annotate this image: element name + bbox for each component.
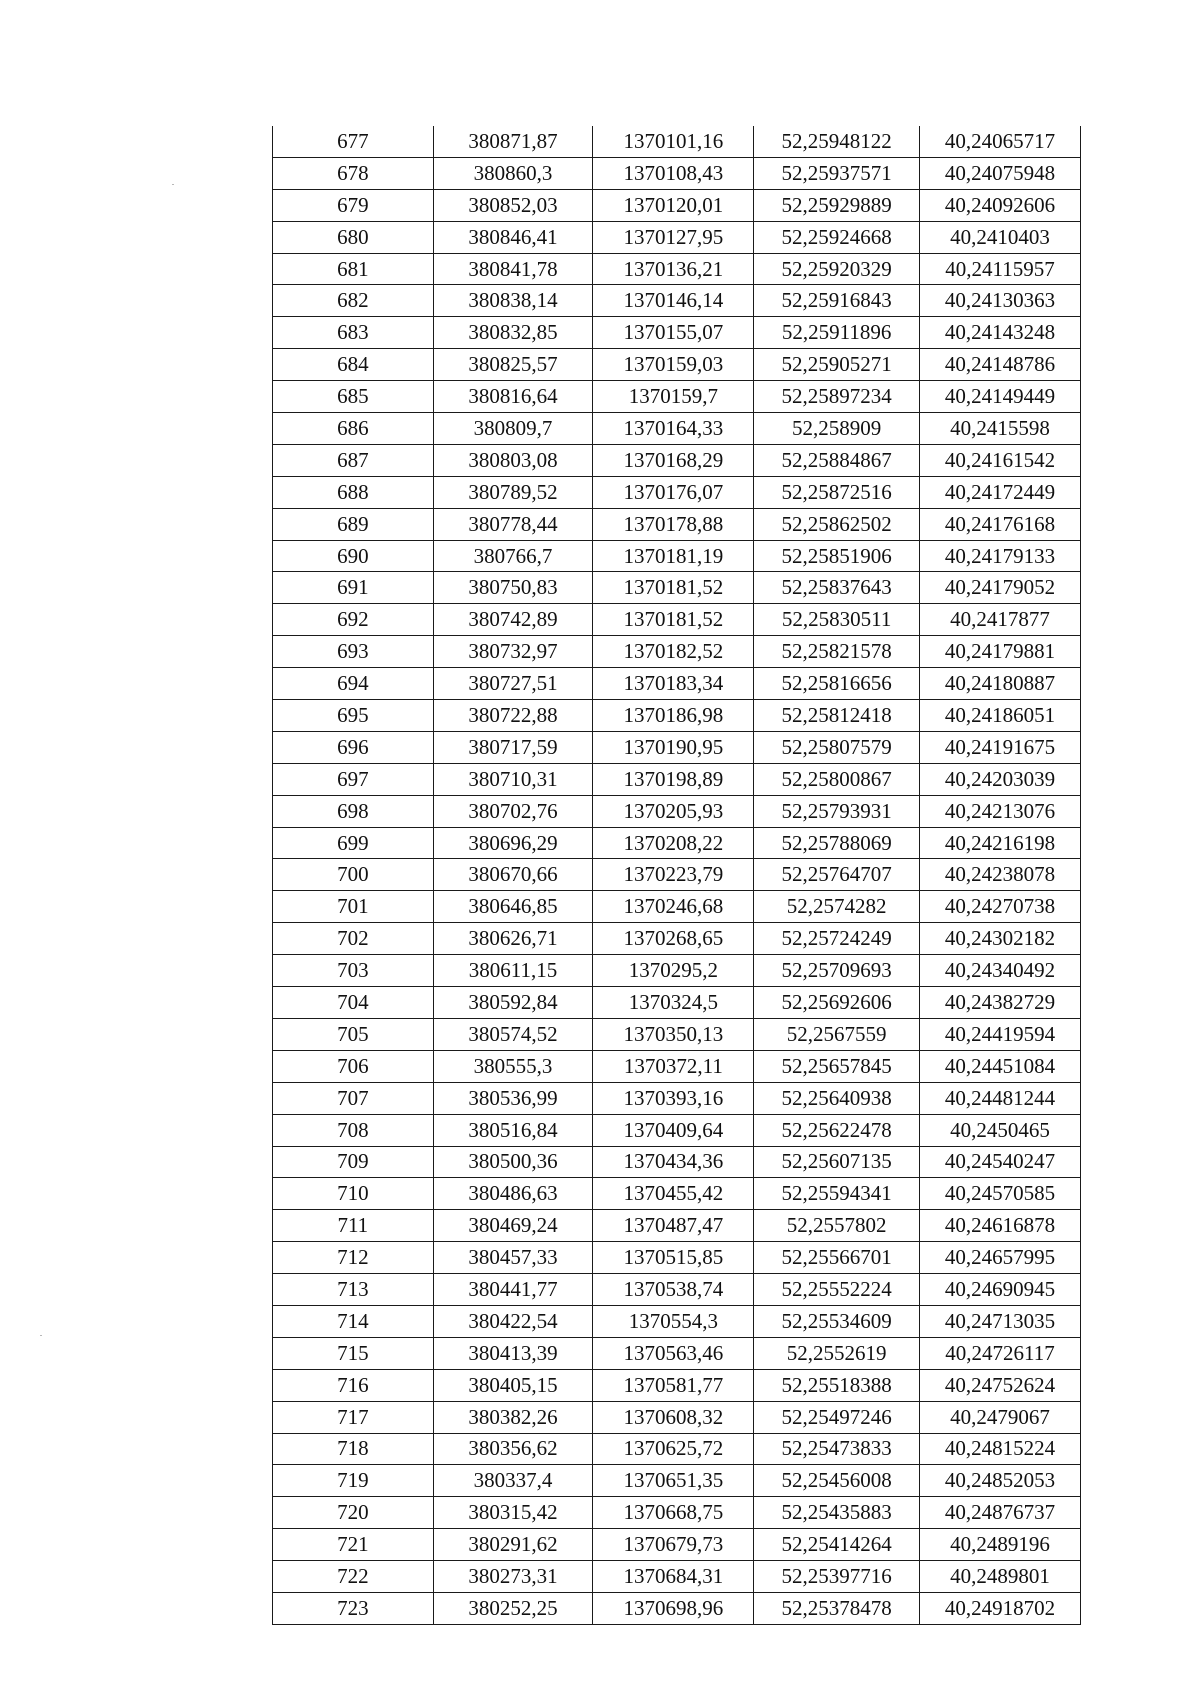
x-coordinate-cell: 380382,26 bbox=[433, 1401, 593, 1433]
y-coordinate-cell: 1370159,03 bbox=[593, 349, 754, 381]
latitude-cell: 52,25948122 bbox=[754, 126, 920, 157]
latitude-cell: 52,25622478 bbox=[754, 1114, 920, 1146]
longitude-cell: 40,24815224 bbox=[920, 1433, 1081, 1465]
longitude-cell: 40,24092606 bbox=[920, 189, 1081, 221]
longitude-cell: 40,24179133 bbox=[920, 540, 1081, 572]
point-number-cell: 722 bbox=[273, 1561, 434, 1593]
x-coordinate-cell: 380742,89 bbox=[433, 604, 593, 636]
latitude-cell: 52,25435883 bbox=[754, 1497, 920, 1529]
x-coordinate-cell: 380315,42 bbox=[433, 1497, 593, 1529]
x-coordinate-cell: 380574,52 bbox=[433, 1018, 593, 1050]
table-row bbox=[273, 1465, 1081, 1497]
y-coordinate-cell: 1370515,85 bbox=[593, 1242, 754, 1274]
table-row bbox=[273, 604, 1081, 636]
longitude-cell: 40,2489196 bbox=[920, 1529, 1081, 1561]
longitude-cell: 40,24382729 bbox=[920, 987, 1081, 1019]
x-coordinate-cell: 380252,25 bbox=[433, 1592, 593, 1624]
longitude-cell: 40,24130363 bbox=[920, 285, 1081, 317]
x-coordinate-cell: 380413,39 bbox=[433, 1337, 593, 1369]
scan-speck bbox=[40, 1335, 42, 1336]
point-number-cell: 721 bbox=[273, 1529, 434, 1561]
latitude-cell: 52,25851906 bbox=[754, 540, 920, 572]
x-coordinate-cell: 380337,4 bbox=[433, 1465, 593, 1497]
longitude-cell: 40,2410403 bbox=[920, 221, 1081, 253]
point-number-cell: 690 bbox=[273, 540, 434, 572]
point-number-cell: 697 bbox=[273, 763, 434, 795]
longitude-cell: 40,24302182 bbox=[920, 923, 1081, 955]
table-row bbox=[273, 1242, 1081, 1274]
latitude-cell: 52,258909 bbox=[754, 413, 920, 445]
longitude-cell: 40,24075948 bbox=[920, 157, 1081, 189]
y-coordinate-cell: 1370324,5 bbox=[593, 987, 754, 1019]
point-number-cell: 708 bbox=[273, 1114, 434, 1146]
point-number-cell: 711 bbox=[273, 1210, 434, 1242]
x-coordinate-cell: 380832,85 bbox=[433, 317, 593, 349]
longitude-cell: 40,24186051 bbox=[920, 700, 1081, 732]
y-coordinate-cell: 1370651,35 bbox=[593, 1465, 754, 1497]
y-coordinate-cell: 1370434,36 bbox=[593, 1146, 754, 1178]
y-coordinate-cell: 1370181,52 bbox=[593, 572, 754, 604]
latitude-cell: 52,25905271 bbox=[754, 349, 920, 381]
longitude-cell: 40,24213076 bbox=[920, 795, 1081, 827]
point-number-cell: 696 bbox=[273, 731, 434, 763]
y-coordinate-cell: 1370159,7 bbox=[593, 381, 754, 413]
point-number-cell: 688 bbox=[273, 476, 434, 508]
longitude-cell: 40,24115957 bbox=[920, 253, 1081, 285]
latitude-cell: 52,25518388 bbox=[754, 1369, 920, 1401]
latitude-cell: 52,25920329 bbox=[754, 253, 920, 285]
y-coordinate-cell: 1370684,31 bbox=[593, 1561, 754, 1593]
x-coordinate-cell: 380778,44 bbox=[433, 508, 593, 540]
table-row bbox=[273, 540, 1081, 572]
latitude-cell: 52,25793931 bbox=[754, 795, 920, 827]
point-number-cell: 723 bbox=[273, 1592, 434, 1624]
latitude-cell: 52,2552619 bbox=[754, 1337, 920, 1369]
longitude-cell: 40,24179881 bbox=[920, 636, 1081, 668]
y-coordinate-cell: 1370393,16 bbox=[593, 1082, 754, 1114]
x-coordinate-cell: 380846,41 bbox=[433, 221, 593, 253]
table-row bbox=[273, 476, 1081, 508]
y-coordinate-cell: 1370181,52 bbox=[593, 604, 754, 636]
x-coordinate-cell: 380696,29 bbox=[433, 827, 593, 859]
table-row bbox=[273, 955, 1081, 987]
x-coordinate-cell: 380816,64 bbox=[433, 381, 593, 413]
table-row bbox=[273, 221, 1081, 253]
latitude-cell: 52,25872516 bbox=[754, 476, 920, 508]
latitude-cell: 52,25640938 bbox=[754, 1082, 920, 1114]
x-coordinate-cell: 380789,52 bbox=[433, 476, 593, 508]
latitude-cell: 52,25497246 bbox=[754, 1401, 920, 1433]
y-coordinate-cell: 1370205,93 bbox=[593, 795, 754, 827]
x-coordinate-cell: 380860,3 bbox=[433, 157, 593, 189]
latitude-cell: 52,25884867 bbox=[754, 444, 920, 476]
x-coordinate-cell: 380710,31 bbox=[433, 763, 593, 795]
latitude-cell: 52,25724249 bbox=[754, 923, 920, 955]
x-coordinate-cell: 380852,03 bbox=[433, 189, 593, 221]
point-number-cell: 677 bbox=[273, 126, 434, 157]
latitude-cell: 52,25607135 bbox=[754, 1146, 920, 1178]
longitude-cell: 40,24238078 bbox=[920, 859, 1081, 891]
table-row bbox=[273, 859, 1081, 891]
x-coordinate-cell: 380500,36 bbox=[433, 1146, 593, 1178]
longitude-cell: 40,24852053 bbox=[920, 1465, 1081, 1497]
coordinates-table-body bbox=[273, 126, 1081, 1624]
x-coordinate-cell: 380841,78 bbox=[433, 253, 593, 285]
x-coordinate-cell: 380469,24 bbox=[433, 1210, 593, 1242]
x-coordinate-cell: 380646,85 bbox=[433, 891, 593, 923]
table-row bbox=[273, 1433, 1081, 1465]
point-number-cell: 686 bbox=[273, 413, 434, 445]
table-row bbox=[273, 1497, 1081, 1529]
longitude-cell: 40,24340492 bbox=[920, 955, 1081, 987]
longitude-cell: 40,24270738 bbox=[920, 891, 1081, 923]
x-coordinate-cell: 380727,51 bbox=[433, 668, 593, 700]
y-coordinate-cell: 1370625,72 bbox=[593, 1433, 754, 1465]
point-number-cell: 704 bbox=[273, 987, 434, 1019]
longitude-cell: 40,24690945 bbox=[920, 1274, 1081, 1306]
y-coordinate-cell: 1370101,16 bbox=[593, 126, 754, 157]
longitude-cell: 40,2479067 bbox=[920, 1401, 1081, 1433]
x-coordinate-cell: 380486,63 bbox=[433, 1178, 593, 1210]
latitude-cell: 52,25657845 bbox=[754, 1050, 920, 1082]
table-row bbox=[273, 1082, 1081, 1114]
scan-speck bbox=[172, 184, 174, 185]
latitude-cell: 52,25862502 bbox=[754, 508, 920, 540]
point-number-cell: 718 bbox=[273, 1433, 434, 1465]
y-coordinate-cell: 1370409,64 bbox=[593, 1114, 754, 1146]
y-coordinate-cell: 1370164,33 bbox=[593, 413, 754, 445]
y-coordinate-cell: 1370181,19 bbox=[593, 540, 754, 572]
x-coordinate-cell: 380405,15 bbox=[433, 1369, 593, 1401]
table-row bbox=[273, 444, 1081, 476]
longitude-cell: 40,24752624 bbox=[920, 1369, 1081, 1401]
point-number-cell: 689 bbox=[273, 508, 434, 540]
latitude-cell: 52,2574282 bbox=[754, 891, 920, 923]
table-row bbox=[273, 1592, 1081, 1624]
x-coordinate-cell: 380750,83 bbox=[433, 572, 593, 604]
table-row bbox=[273, 1114, 1081, 1146]
point-number-cell: 685 bbox=[273, 381, 434, 413]
point-number-cell: 714 bbox=[273, 1305, 434, 1337]
x-coordinate-cell: 380457,33 bbox=[433, 1242, 593, 1274]
point-number-cell: 678 bbox=[273, 157, 434, 189]
x-coordinate-cell: 380291,62 bbox=[433, 1529, 593, 1561]
table-row bbox=[273, 1146, 1081, 1178]
longitude-cell: 40,24065717 bbox=[920, 126, 1081, 157]
point-number-cell: 720 bbox=[273, 1497, 434, 1529]
latitude-cell: 52,25456008 bbox=[754, 1465, 920, 1497]
table-row bbox=[273, 827, 1081, 859]
latitude-cell: 52,2557802 bbox=[754, 1210, 920, 1242]
x-coordinate-cell: 380516,84 bbox=[433, 1114, 593, 1146]
x-coordinate-cell: 380702,76 bbox=[433, 795, 593, 827]
table-row bbox=[273, 668, 1081, 700]
point-number-cell: 699 bbox=[273, 827, 434, 859]
y-coordinate-cell: 1370538,74 bbox=[593, 1274, 754, 1306]
latitude-cell: 52,25924668 bbox=[754, 221, 920, 253]
longitude-cell: 40,24143248 bbox=[920, 317, 1081, 349]
point-number-cell: 705 bbox=[273, 1018, 434, 1050]
latitude-cell: 52,25397716 bbox=[754, 1561, 920, 1593]
longitude-cell: 40,24540247 bbox=[920, 1146, 1081, 1178]
x-coordinate-cell: 380422,54 bbox=[433, 1305, 593, 1337]
point-number-cell: 713 bbox=[273, 1274, 434, 1306]
y-coordinate-cell: 1370668,75 bbox=[593, 1497, 754, 1529]
table-row bbox=[273, 763, 1081, 795]
y-coordinate-cell: 1370563,46 bbox=[593, 1337, 754, 1369]
x-coordinate-cell: 380766,7 bbox=[433, 540, 593, 572]
table-row bbox=[273, 1178, 1081, 1210]
latitude-cell: 52,25816656 bbox=[754, 668, 920, 700]
latitude-cell: 52,25807579 bbox=[754, 731, 920, 763]
latitude-cell: 52,25534609 bbox=[754, 1305, 920, 1337]
point-number-cell: 698 bbox=[273, 795, 434, 827]
table-row bbox=[273, 413, 1081, 445]
latitude-cell: 52,25897234 bbox=[754, 381, 920, 413]
table-row bbox=[273, 700, 1081, 732]
latitude-cell: 52,25837643 bbox=[754, 572, 920, 604]
y-coordinate-cell: 1370168,29 bbox=[593, 444, 754, 476]
latitude-cell: 52,25937571 bbox=[754, 157, 920, 189]
latitude-cell: 52,25473833 bbox=[754, 1433, 920, 1465]
longitude-cell: 40,24419594 bbox=[920, 1018, 1081, 1050]
y-coordinate-cell: 1370127,95 bbox=[593, 221, 754, 253]
longitude-cell: 40,24148786 bbox=[920, 349, 1081, 381]
y-coordinate-cell: 1370372,11 bbox=[593, 1050, 754, 1082]
y-coordinate-cell: 1370554,3 bbox=[593, 1305, 754, 1337]
latitude-cell: 52,25378478 bbox=[754, 1592, 920, 1624]
table-row bbox=[273, 731, 1081, 763]
point-number-cell: 691 bbox=[273, 572, 434, 604]
point-number-cell: 712 bbox=[273, 1242, 434, 1274]
table-row bbox=[273, 1401, 1081, 1433]
table-row bbox=[273, 285, 1081, 317]
x-coordinate-cell: 380838,14 bbox=[433, 285, 593, 317]
x-coordinate-cell: 380536,99 bbox=[433, 1082, 593, 1114]
longitude-cell: 40,24876737 bbox=[920, 1497, 1081, 1529]
table-row bbox=[273, 1018, 1081, 1050]
table-row bbox=[273, 572, 1081, 604]
point-number-cell: 687 bbox=[273, 444, 434, 476]
point-number-cell: 717 bbox=[273, 1401, 434, 1433]
y-coordinate-cell: 1370146,14 bbox=[593, 285, 754, 317]
point-number-cell: 683 bbox=[273, 317, 434, 349]
table-row bbox=[273, 795, 1081, 827]
table-row bbox=[273, 1050, 1081, 1082]
longitude-cell: 40,24481244 bbox=[920, 1082, 1081, 1114]
x-coordinate-cell: 380809,7 bbox=[433, 413, 593, 445]
longitude-cell: 40,24180887 bbox=[920, 668, 1081, 700]
point-number-cell: 719 bbox=[273, 1465, 434, 1497]
table-row bbox=[273, 636, 1081, 668]
x-coordinate-cell: 380273,31 bbox=[433, 1561, 593, 1593]
longitude-cell: 40,24203039 bbox=[920, 763, 1081, 795]
point-number-cell: 682 bbox=[273, 285, 434, 317]
latitude-cell: 52,25788069 bbox=[754, 827, 920, 859]
y-coordinate-cell: 1370183,34 bbox=[593, 668, 754, 700]
x-coordinate-cell: 380871,87 bbox=[433, 126, 593, 157]
longitude-cell: 40,24179052 bbox=[920, 572, 1081, 604]
longitude-cell: 40,24451084 bbox=[920, 1050, 1081, 1082]
table-row bbox=[273, 1529, 1081, 1561]
y-coordinate-cell: 1370178,88 bbox=[593, 508, 754, 540]
x-coordinate-cell: 380803,08 bbox=[433, 444, 593, 476]
table-row bbox=[273, 381, 1081, 413]
longitude-cell: 40,24161542 bbox=[920, 444, 1081, 476]
latitude-cell: 52,25552224 bbox=[754, 1274, 920, 1306]
longitude-cell: 40,24176168 bbox=[920, 508, 1081, 540]
coordinates-table bbox=[272, 126, 1081, 1625]
longitude-cell: 40,24216198 bbox=[920, 827, 1081, 859]
y-coordinate-cell: 1370198,89 bbox=[593, 763, 754, 795]
longitude-cell: 40,24616878 bbox=[920, 1210, 1081, 1242]
y-coordinate-cell: 1370581,77 bbox=[593, 1369, 754, 1401]
point-number-cell: 693 bbox=[273, 636, 434, 668]
longitude-cell: 40,2489801 bbox=[920, 1561, 1081, 1593]
longitude-cell: 40,2415598 bbox=[920, 413, 1081, 445]
x-coordinate-cell: 380717,59 bbox=[433, 731, 593, 763]
x-coordinate-cell: 380611,15 bbox=[433, 955, 593, 987]
y-coordinate-cell: 1370108,43 bbox=[593, 157, 754, 189]
y-coordinate-cell: 1370186,98 bbox=[593, 700, 754, 732]
table-row bbox=[273, 508, 1081, 540]
table-row bbox=[273, 1561, 1081, 1593]
latitude-cell: 52,25764707 bbox=[754, 859, 920, 891]
y-coordinate-cell: 1370120,01 bbox=[593, 189, 754, 221]
x-coordinate-cell: 380626,71 bbox=[433, 923, 593, 955]
table-row bbox=[273, 253, 1081, 285]
latitude-cell: 52,25929889 bbox=[754, 189, 920, 221]
table-row bbox=[273, 317, 1081, 349]
x-coordinate-cell: 380825,57 bbox=[433, 349, 593, 381]
table-row bbox=[273, 987, 1081, 1019]
latitude-cell: 52,25812418 bbox=[754, 700, 920, 732]
y-coordinate-cell: 1370182,52 bbox=[593, 636, 754, 668]
table-row bbox=[273, 1305, 1081, 1337]
latitude-cell: 52,25692606 bbox=[754, 987, 920, 1019]
y-coordinate-cell: 1370190,95 bbox=[593, 731, 754, 763]
longitude-cell: 40,24570585 bbox=[920, 1178, 1081, 1210]
latitude-cell: 52,2567559 bbox=[754, 1018, 920, 1050]
table-row bbox=[273, 157, 1081, 189]
y-coordinate-cell: 1370487,47 bbox=[593, 1210, 754, 1242]
table-row bbox=[273, 349, 1081, 381]
point-number-cell: 703 bbox=[273, 955, 434, 987]
point-number-cell: 700 bbox=[273, 859, 434, 891]
latitude-cell: 52,25911896 bbox=[754, 317, 920, 349]
table-row bbox=[273, 1337, 1081, 1369]
y-coordinate-cell: 1370223,79 bbox=[593, 859, 754, 891]
x-coordinate-cell: 380555,3 bbox=[433, 1050, 593, 1082]
point-number-cell: 684 bbox=[273, 349, 434, 381]
latitude-cell: 52,25709693 bbox=[754, 955, 920, 987]
point-number-cell: 709 bbox=[273, 1146, 434, 1178]
table-row bbox=[273, 189, 1081, 221]
point-number-cell: 694 bbox=[273, 668, 434, 700]
point-number-cell: 715 bbox=[273, 1337, 434, 1369]
point-number-cell: 710 bbox=[273, 1178, 434, 1210]
table-row bbox=[273, 1210, 1081, 1242]
x-coordinate-cell: 380441,77 bbox=[433, 1274, 593, 1306]
latitude-cell: 52,25916843 bbox=[754, 285, 920, 317]
latitude-cell: 52,25821578 bbox=[754, 636, 920, 668]
y-coordinate-cell: 1370350,13 bbox=[593, 1018, 754, 1050]
y-coordinate-cell: 1370176,07 bbox=[593, 476, 754, 508]
y-coordinate-cell: 1370608,32 bbox=[593, 1401, 754, 1433]
table-row bbox=[273, 891, 1081, 923]
longitude-cell: 40,24657995 bbox=[920, 1242, 1081, 1274]
y-coordinate-cell: 1370455,42 bbox=[593, 1178, 754, 1210]
point-number-cell: 680 bbox=[273, 221, 434, 253]
table-row bbox=[273, 923, 1081, 955]
point-number-cell: 707 bbox=[273, 1082, 434, 1114]
y-coordinate-cell: 1370295,2 bbox=[593, 955, 754, 987]
latitude-cell: 52,25594341 bbox=[754, 1178, 920, 1210]
y-coordinate-cell: 1370246,68 bbox=[593, 891, 754, 923]
point-number-cell: 706 bbox=[273, 1050, 434, 1082]
point-number-cell: 692 bbox=[273, 604, 434, 636]
latitude-cell: 52,25414264 bbox=[754, 1529, 920, 1561]
y-coordinate-cell: 1370155,07 bbox=[593, 317, 754, 349]
point-number-cell: 716 bbox=[273, 1369, 434, 1401]
point-number-cell: 701 bbox=[273, 891, 434, 923]
longitude-cell: 40,24726117 bbox=[920, 1337, 1081, 1369]
latitude-cell: 52,25830511 bbox=[754, 604, 920, 636]
y-coordinate-cell: 1370268,65 bbox=[593, 923, 754, 955]
longitude-cell: 40,24149449 bbox=[920, 381, 1081, 413]
y-coordinate-cell: 1370698,96 bbox=[593, 1592, 754, 1624]
longitude-cell: 40,24191675 bbox=[920, 731, 1081, 763]
latitude-cell: 52,25800867 bbox=[754, 763, 920, 795]
point-number-cell: 679 bbox=[273, 189, 434, 221]
longitude-cell: 40,24172449 bbox=[920, 476, 1081, 508]
latitude-cell: 52,25566701 bbox=[754, 1242, 920, 1274]
longitude-cell: 40,2450465 bbox=[920, 1114, 1081, 1146]
x-coordinate-cell: 380722,88 bbox=[433, 700, 593, 732]
x-coordinate-cell: 380670,66 bbox=[433, 859, 593, 891]
y-coordinate-cell: 1370136,21 bbox=[593, 253, 754, 285]
point-number-cell: 695 bbox=[273, 700, 434, 732]
longitude-cell: 40,2417877 bbox=[920, 604, 1081, 636]
point-number-cell: 702 bbox=[273, 923, 434, 955]
y-coordinate-cell: 1370208,22 bbox=[593, 827, 754, 859]
longitude-cell: 40,24713035 bbox=[920, 1305, 1081, 1337]
point-number-cell: 681 bbox=[273, 253, 434, 285]
x-coordinate-cell: 380592,84 bbox=[433, 987, 593, 1019]
y-coordinate-cell: 1370679,73 bbox=[593, 1529, 754, 1561]
x-coordinate-cell: 380732,97 bbox=[433, 636, 593, 668]
x-coordinate-cell: 380356,62 bbox=[433, 1433, 593, 1465]
table-row bbox=[273, 1369, 1081, 1401]
table-row bbox=[273, 126, 1081, 157]
table-row bbox=[273, 1274, 1081, 1306]
longitude-cell: 40,24918702 bbox=[920, 1592, 1081, 1624]
